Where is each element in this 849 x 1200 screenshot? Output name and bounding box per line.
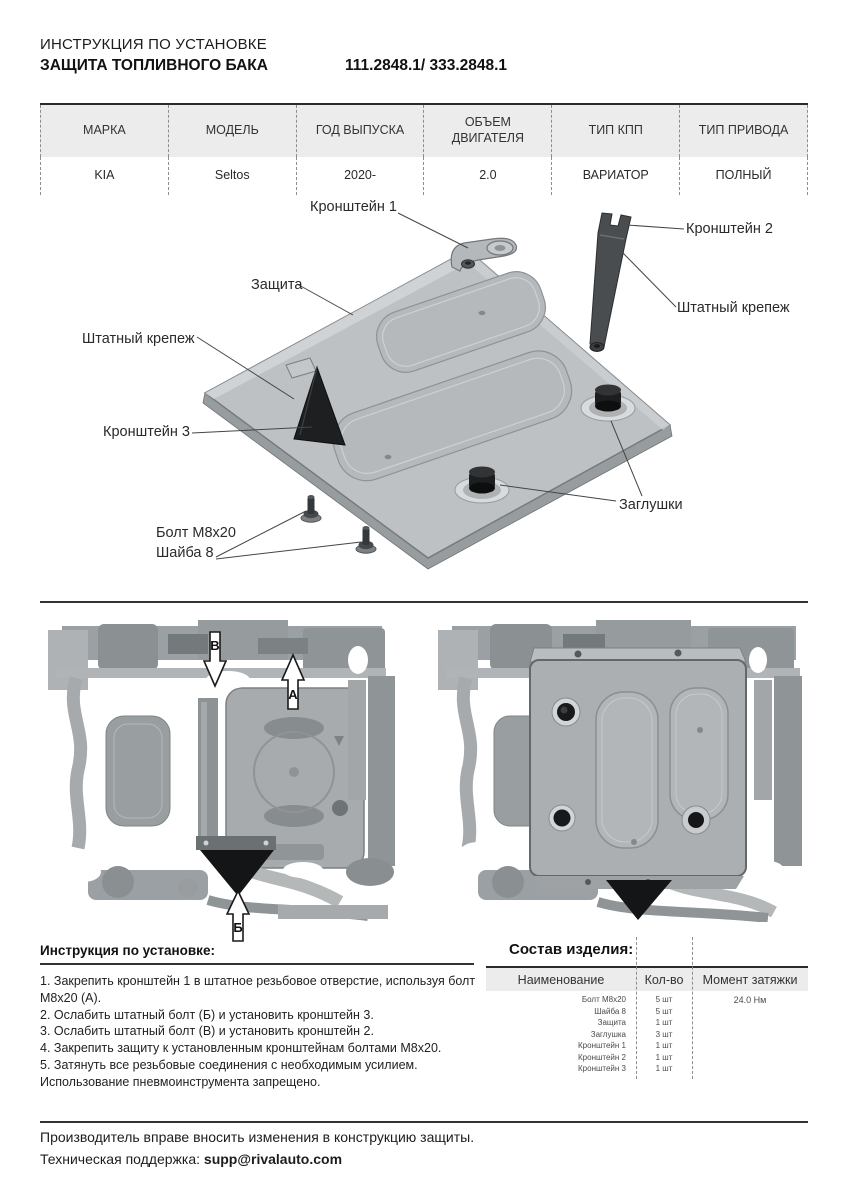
instruction-step: 4. Закрепить защиту к установленным кронштейнам болтами М8х20. <box>40 1041 442 1055</box>
footer-divider <box>40 1121 808 1123</box>
exploded-view-diagram <box>0 195 849 595</box>
label-oem-fastener-left: Штатный крепеж <box>82 331 195 347</box>
parts-heading: Состав изделия: <box>509 941 634 958</box>
label-plugs: Заглушки <box>619 497 683 513</box>
spec-col-model: МОДЕЛЬ <box>169 105 297 157</box>
parts-table <box>486 966 808 1075</box>
part-torque: 24.0 Нм <box>733 994 767 1005</box>
parts-divider-dash <box>636 937 637 1079</box>
part-qty: 5 шт <box>655 1006 673 1016</box>
support-label: Техническая поддержка: <box>40 1151 201 1167</box>
part-name: Защита <box>597 1018 626 1028</box>
part-name: Болт М8х20 <box>581 995 626 1005</box>
part-qty: 1 шт <box>655 1041 673 1051</box>
instruction-step: 2. Ослабить штатный болт (Б) и установить кронштейн 3. <box>40 1007 374 1022</box>
spec-header-row <box>40 105 808 157</box>
part-name: Кронштейн 2 <box>578 1052 626 1062</box>
parts-row <box>486 1006 808 1018</box>
spec-val-gearbox: ВАРИАТОР <box>552 157 680 195</box>
spec-col-drive: ТИП ПРИВОДА <box>680 105 808 157</box>
instructions-list <box>40 973 480 1090</box>
label-washer: Шайба 8 <box>156 545 214 561</box>
label-bracket3: Кронштейн 3 <box>103 424 190 440</box>
part-name: Заглушка <box>590 1029 626 1039</box>
part-qty: 1 шт <box>655 1052 673 1062</box>
spec-val-model: Seltos <box>169 157 297 195</box>
instruction-step: 5. Затянуть все резьбовые соединения с необходимым усилием. <box>40 1057 418 1072</box>
part-name: Кронштейн 3 <box>578 1064 626 1074</box>
bracket2-part <box>590 213 631 352</box>
instruction-step: Использование пневмоинструмента запрещено. <box>40 1074 321 1089</box>
doc-subtitle: ИНСТРУКЦИЯ ПО УСТАНОВКЕ <box>40 36 267 53</box>
parts-divider-dash <box>692 937 693 1079</box>
footer-support <box>40 1151 342 1167</box>
bolt-part <box>301 495 321 522</box>
spec-val-year: 2020- <box>297 157 425 195</box>
parts-row <box>486 994 808 1006</box>
instruction-step: 3. Ослабить штатный болт (В) и установить кронштейн 2. <box>40 1024 374 1039</box>
spec-col-brand: МАРКА <box>40 105 169 157</box>
photo-underbody-after <box>438 620 810 922</box>
parts-col-name: Наименование <box>517 972 605 987</box>
parts-rows <box>486 991 808 1075</box>
part-qty: 1 шт <box>655 1018 673 1028</box>
parts-col-torque: Момент затяжки <box>702 972 798 987</box>
marker-a-label: А <box>288 687 298 702</box>
part-name: Шайба 8 <box>594 1006 626 1016</box>
part-qty: 1 шт <box>655 1064 673 1074</box>
marker-arrow-a <box>281 653 305 710</box>
instruction-step: 1. Закрепить кронштейн 1 в штатное резьбовое отверстие, используя болт М8х20 (А). <box>40 974 476 1005</box>
spec-value-row <box>40 157 808 195</box>
instructions-underline <box>40 963 474 965</box>
bolt-part <box>356 526 376 553</box>
label-bracket2: Кронштейн 2 <box>686 221 773 237</box>
doc-title: ЗАЩИТА ТОПЛИВНОГО БАКА <box>40 57 268 74</box>
instructions-heading: Инструкция по установке: <box>40 943 215 958</box>
marker-b-label: Б <box>233 920 243 935</box>
parts-row <box>486 1063 808 1075</box>
parts-row <box>486 1040 808 1052</box>
label-bolt: Болт М8х20 <box>156 525 236 541</box>
parts-header-row <box>486 968 808 991</box>
section-divider <box>40 601 808 603</box>
parts-row <box>486 1052 808 1064</box>
support-email: supp@rivalauto.com <box>203 1151 343 1167</box>
marker-v-label: В <box>210 638 220 653</box>
spec-val-engine: 2.0 <box>424 157 552 195</box>
spec-col-engine: ОБЪЕМ ДВИГАТЕЛЯ <box>424 105 552 157</box>
parts-row <box>486 1017 808 1029</box>
footer-disclaimer: Производитель вправе вносить изменения в конструкцию защиты. <box>40 1129 475 1145</box>
part-numbers: 111.2848.1/ 333.2848.1 <box>345 57 508 74</box>
parts-col-qty: Кол-во <box>644 972 684 987</box>
parts-row <box>486 1029 808 1041</box>
part-name: Кронштейн 1 <box>578 1041 626 1051</box>
marker-arrow-v <box>203 631 227 688</box>
vehicle-spec-table <box>40 103 808 195</box>
label-bracket1: Кронштейн 1 <box>310 199 397 215</box>
label-oem-fastener-right: Штатный крепеж <box>677 300 790 316</box>
spec-val-brand: KIA <box>40 157 169 195</box>
spec-val-drive: ПОЛНЫЙ <box>680 157 808 195</box>
spec-col-gearbox: ТИП КПП <box>552 105 680 157</box>
part-qty: 5 шт <box>655 995 673 1005</box>
label-shield: Защита <box>251 277 303 293</box>
part-qty: 3 шт <box>655 1029 673 1039</box>
marker-arrow-b <box>226 889 250 942</box>
spec-col-year: ГОД ВЫПУСКА <box>297 105 425 157</box>
